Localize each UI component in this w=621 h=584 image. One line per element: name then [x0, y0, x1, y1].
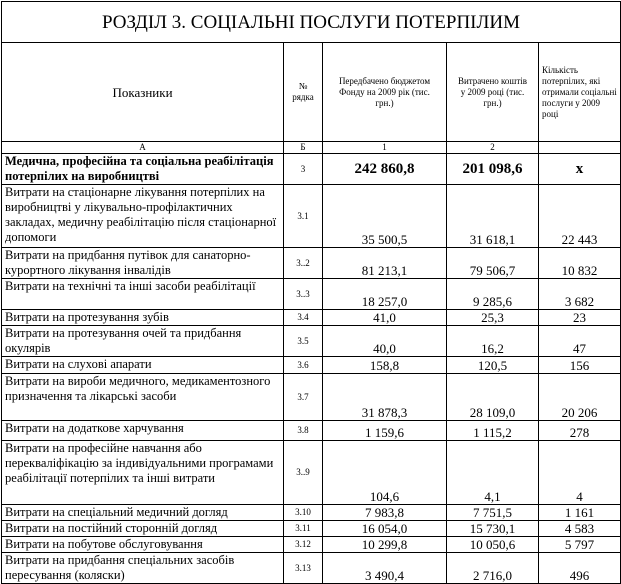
count-value: x [539, 154, 621, 185]
row-number: 3.13 [284, 553, 323, 584]
table-title: РОЗДІЛ 3. СОЦІАЛЬНІ ПОСЛУГИ ПОТЕРПІЛИМ [2, 2, 621, 43]
table-row [2, 357, 621, 374]
budget-value: 104,6 [323, 441, 447, 505]
spent-value: 31 618,1 [447, 185, 539, 248]
indicator-name: Витрати на протезування очей та придбання окулярів [2, 326, 284, 357]
table-row [2, 441, 621, 505]
row-number: 3.10 [284, 505, 323, 521]
header-budget: Передбачено бюджетом Фонду на 2009 рік (тис. грн.) [323, 43, 447, 142]
indicator-name: Витрати на спеціальний медичний догляд [2, 505, 284, 521]
budget-value: 35 500,5 [323, 185, 447, 248]
count-value: 4 [539, 441, 621, 505]
indicator-name: Витрати на придбання спеціальних засобів пересування (коляски) [2, 553, 284, 584]
spent-value: 25,3 [447, 310, 539, 326]
indicator-name: Витрати на додаткове харчування [2, 421, 284, 441]
spent-value: 4,1 [447, 441, 539, 505]
count-value: 3 682 [539, 279, 621, 310]
budget-value: 7 983,8 [323, 505, 447, 521]
row-number: 3.11 [284, 521, 323, 537]
indicator-name: Витрати на професійне навчання або перекваліфікацію за індивідуальними програмами реабілітації потерпілих та інші витрати [2, 441, 284, 505]
spent-value: 120,5 [447, 357, 539, 374]
row-number: 3.1 [284, 185, 323, 248]
table-row [2, 310, 621, 326]
code-3 [539, 142, 621, 154]
budget-value: 1 159,6 [323, 421, 447, 441]
budget-value: 40,0 [323, 326, 447, 357]
count-value: 1 161 [539, 505, 621, 521]
budget-value: 158,8 [323, 357, 447, 374]
table-row [2, 374, 621, 421]
indicator-name: Витрати на придбання путівок для санаторно-курортного лікування інвалідів [2, 248, 284, 279]
table-row [2, 537, 621, 553]
spent-value: 1 115,2 [447, 421, 539, 441]
count-value: 156 [539, 357, 621, 374]
row-number: 3..3 [284, 279, 323, 310]
row-number: 3 [284, 154, 323, 185]
budget-value: 81 213,1 [323, 248, 447, 279]
indicator-name: Витрати на постійний сторонній догляд [2, 521, 284, 537]
indicator-name: Витрати на вироби медичного, медикаментозного призначення та лікарські засоби [2, 374, 284, 421]
spent-value: 28 109,0 [447, 374, 539, 421]
code-1: 1 [323, 142, 447, 154]
count-value: 278 [539, 421, 621, 441]
spent-value: 9 285,6 [447, 279, 539, 310]
row-number: 3.6 [284, 357, 323, 374]
budget-value: 41,0 [323, 310, 447, 326]
code-b: Б [284, 142, 323, 154]
count-value: 496 [539, 553, 621, 584]
spent-value: 201 098,6 [447, 154, 539, 185]
indicator-name: Витрати на побутове обслуговування [2, 537, 284, 553]
budget-value: 31 878,3 [323, 374, 447, 421]
spent-value: 15 730,1 [447, 521, 539, 537]
table-row [2, 185, 621, 248]
table-row [2, 248, 621, 279]
table-row [2, 154, 621, 185]
spent-value: 7 751,5 [447, 505, 539, 521]
row-number: 3..2 [284, 248, 323, 279]
social-services-table [1, 1, 621, 584]
row-number: 3..9 [284, 441, 323, 505]
indicator-name: Витрати на технічні та інші засоби реабілітації [2, 279, 284, 310]
budget-value: 242 860,8 [323, 154, 447, 185]
code-a: А [2, 142, 284, 154]
count-value: 47 [539, 326, 621, 357]
indicator-name: Витрати на протезування зубів [2, 310, 284, 326]
count-value: 4 583 [539, 521, 621, 537]
spent-value: 2 716,0 [447, 553, 539, 584]
spent-value: 10 050,6 [447, 537, 539, 553]
spent-value: 79 506,7 [447, 248, 539, 279]
indicator-name: Витрати на слухові апарати [2, 357, 284, 374]
count-value: 10 832 [539, 248, 621, 279]
row-number: 3.5 [284, 326, 323, 357]
count-value: 5 797 [539, 537, 621, 553]
table-row [2, 326, 621, 357]
row-number: 3.4 [284, 310, 323, 326]
count-value: 23 [539, 310, 621, 326]
budget-value: 3 490,4 [323, 553, 447, 584]
budget-value: 10 299,8 [323, 537, 447, 553]
table-row [2, 279, 621, 310]
row-number: 3.12 [284, 537, 323, 553]
row-number: 3.7 [284, 374, 323, 421]
budget-value: 16 054,0 [323, 521, 447, 537]
count-value: 22 443 [539, 185, 621, 248]
spent-value: 16,2 [447, 326, 539, 357]
table-row [2, 521, 621, 537]
budget-value: 18 257,0 [323, 279, 447, 310]
indicator-name: Медична, професійна та соціальна реабілітація потерпілих на виробництві [2, 154, 284, 185]
count-value: 20 206 [539, 374, 621, 421]
header-count: Кількість потерпілих, які отримали соціальні послуги у 2009 році [539, 43, 621, 142]
indicator-name: Витрати на стаціонарне лікування потерпілих на виробництві у лікувально-профілактичних закладах, медичну реабілітацію після стаціонарної допомоги [2, 185, 284, 248]
table-row [2, 505, 621, 521]
header-row-number: № рядка [284, 43, 323, 142]
code-2: 2 [447, 142, 539, 154]
table-row [2, 421, 621, 441]
header-indicators: Показники [2, 43, 284, 142]
header-spent: Витрачено коштів у 2009 році (тис. грн.) [447, 43, 539, 142]
row-number: 3.8 [284, 421, 323, 441]
